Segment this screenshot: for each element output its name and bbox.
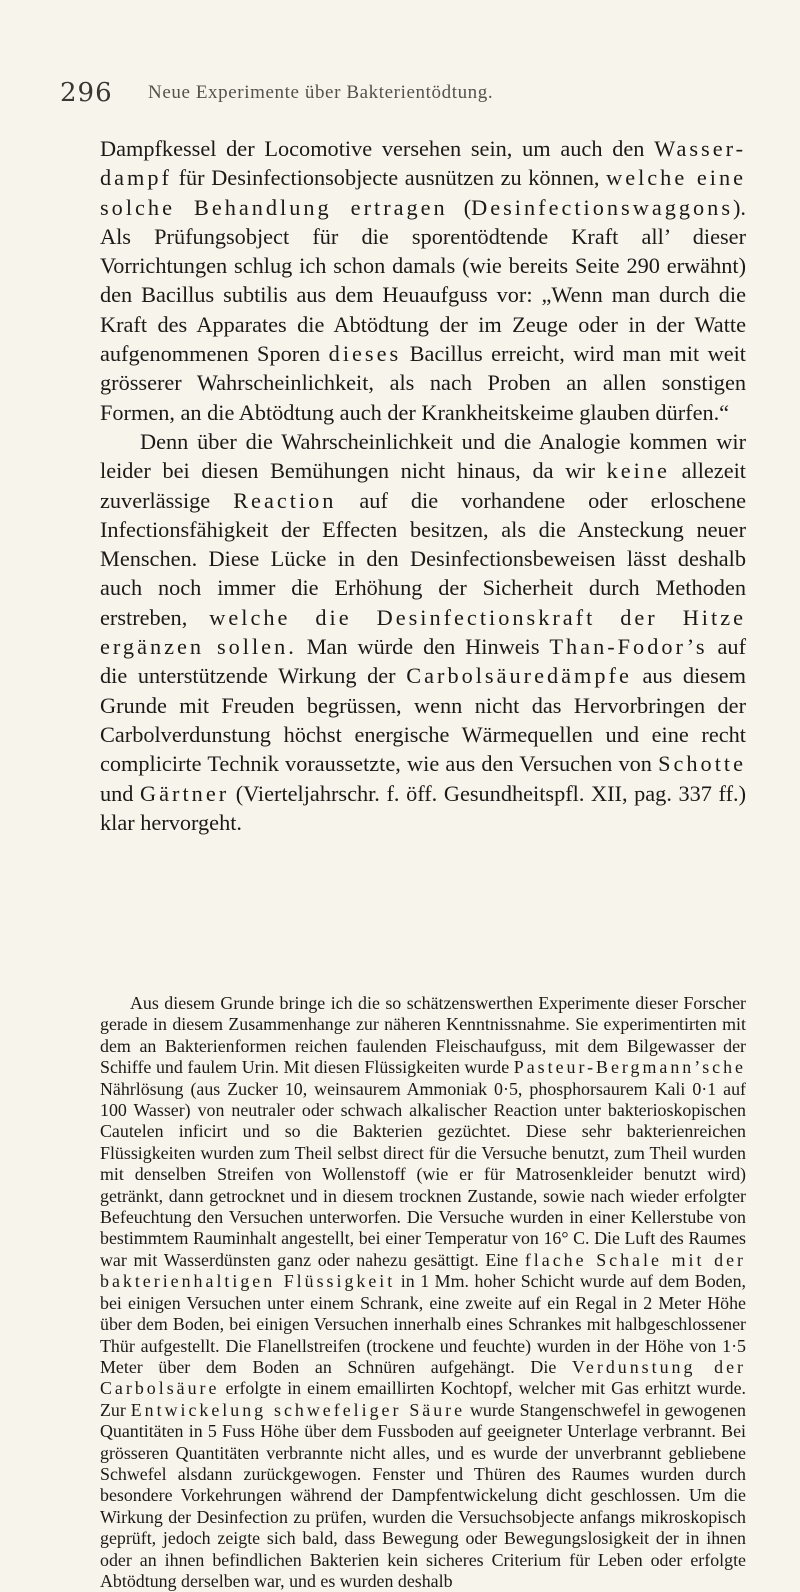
spaced-emphasis: Desinfectionswaggons [471,194,733,220]
spaced-emphasis: welche eine solche Behandlung ertragen [100,165,746,220]
spaced-emphasis: Carbolsäuredämpfe [406,663,632,689]
main-text [100,134,746,837]
paragraph-1: Dampfkessel der Locomotive versehen sein, um auch den Wasser-dampf für Desinfectionsobjecte ausnützen zu können, welche eine solche Behandlung ertragen (Desinfectionswaggons). Als Prüfungsobject für die sporentödtende Kraft all’ dieser Vorrichtungen schlug ich schon damals (wie bereits Seite 290 erwähnt) den Bacillus subtilis aus dem Heuaufguss vor: „Wenn man durch die Kraft des Apparates die Abtödtung der im Zeuge oder in der Watte aufgenommenen Sporen dieses Bacillus erreicht, wird man mit weit grösserer Wahrscheinlichkeit, als nach Proben an allen sonstigen Formen, an die Abtödtung auch der Krankheitskeime glauben dürfen.“ [100,136,746,425]
page-header [60,78,740,118]
spaced-emphasis: welche die Desinfectionskraft der Hitze ergänzen sollen. [100,604,746,660]
small-print-text [100,993,746,1592]
spaced-emphasis: Verdunstung der Carbolsäure [100,1356,746,1399]
spaced-emphasis: Gärtner [140,780,230,806]
spaced-emphasis: Wasser-dampf [100,136,746,191]
paragraph-3: Aus diesem Grunde bringe ich die so schätzenswerthen Experimente dieser Forscher gerade in diesem Zusammenhange zur näheren Kenntnissnahme. Sie experimentirten mit dem an Bakterienformen reichen faulenden Fleischaufguss, mit dem Bilgewasser der Schiffe und faulem Urin. Mit diesen Flüssigkeiten wurde Pasteur-Bergmann’sche Nährlösung (aus Zucker 10, weinsaurem Ammoniak 0·5, phosphorsaurem Kali 0·1 auf 100 Wasser) von neutraler oder schwach alkalischer Reaction unter bakterioskopischen Cautelen inficirt und so die Bakterien gezüchtet. Diese sehr bakterienreichen Flüssigkeiten wurden zum Theil selbst direct für die Versuche benutzt, zum Theil wurden mit denselben Streifen von Wollenstoff (wie er für Matrosenkleider benutzt wird) getränkt, dann getrocknet und in diesem trocknen Zustande, sowie nach wieder erfolgter Befeuchtung den Versuchen unterworfen. Die Versuche wurden in einer Kellerstube von bestimmtem Rauminhalt angestellt, bei einer Temperatur von 16° C. Die Luft des Raumes war mit Wasserdünsten ganz oder nahezu gesättigt. Eine flache Schale mit der bakterienhaltigen Flüssigkeit in 1 Mm. hoher Schicht wurde auf dem Boden, bei einigen Versuchen unter einem Schrank, eine zweite auf ein Regal in 2 Meter Höhe über dem Boden, bei einigen Versuchen innerhalb eines Schrankes mit halbgeschlossener Thür aufgestellt. Die Flanellstreifen (trockene und feuchte) wurden in der Höhe von 1·5 Meter über dem Boden an Schnüren aufgehängt. Die Verdunstung der Carbolsäure erfolgte in einem emaillirten Kochtopf, welcher mit Gas erhitzt wurde. Zur Entwickelung schwefeliger Säure wurde Stangenschwefel in gewogenen Quantitäten in 5 Fuss Höhe über dem Fussboden auf geeigneter Unterlage verbrannt. Bei grösseren Quantitäten verbrannte nicht alles, und es wurde der unverbrannt gebliebene Schwefel alsdann zurückgewogen. Fenster und Thüren des Raumes wurden durch besondere Vorkehrungen während der Dampfentwickelung dicht geschlossen. Um die Wirkung der Desinfection zu prüfen, wurden die Versuchsobjecte anfangs mikroskopisch geprüft, jedoch zeigte sich bald, dass Bewegung oder Bewegungslosigkeit der in ihnen oder an ihnen befindlichen Bakterien kein sicheres Criterium für Leben oder erfolgte Abtödtung derselben war, und es wurden deshalb [100,993,746,1591]
page-number: 296 [60,78,113,108]
spaced-emphasis: Than-Fodor’s [549,634,708,660]
spaced-emphasis: Reaction [233,487,337,513]
spaced-emphasis: Pasteur-Bergmann’sche [513,1057,746,1078]
paragraph-2: Denn über die Wahrscheinlichkeit und die Analogie kommen wir leider bei diesen Bemühungen nicht hinaus, da wir keine allezeit zuverlässige Reaction auf die vorhandene oder erloschene Infectionsfähigkeit der Effecten besitzen, als die Ansteckung neuer Menschen. Diese Lücke in den Desinfectionsbeweisen lässt deshalb auch noch immer die Erhöhung der Sicherheit durch Methoden erstreben, welche die Desinfectionskraft der Hitze ergänzen sollen. Man würde den Hinweis Than-Fodor’s auf die unterstützende Wirkung der Carbolsäuredämpfe aus diesem Grunde mit Freuden begrüssen, wenn nicht das Hervorbringen der Carbolverdunstung höchst energische Wärmequellen und eine recht complicirte Technik voraussetzte, wie aus den Versuchen von Schotte und Gärtner (Vierteljahrschr. f. öff. Gesundheitspfl. XII, pag. 337 ff.) klar hervorgeht. [100,428,747,835]
spaced-emphasis: dieses [328,341,402,367]
spaced-emphasis: Schotte [658,751,746,777]
spaced-emphasis: Entwickelung schwefeliger Säure [130,1399,466,1420]
spaced-emphasis: flache Schale mit der bakterienhaltigen Flüssigkeit [100,1249,746,1292]
running-title: Neue Experimente über Bakterientödtung. [148,82,494,103]
spaced-emphasis: keine [606,458,670,484]
